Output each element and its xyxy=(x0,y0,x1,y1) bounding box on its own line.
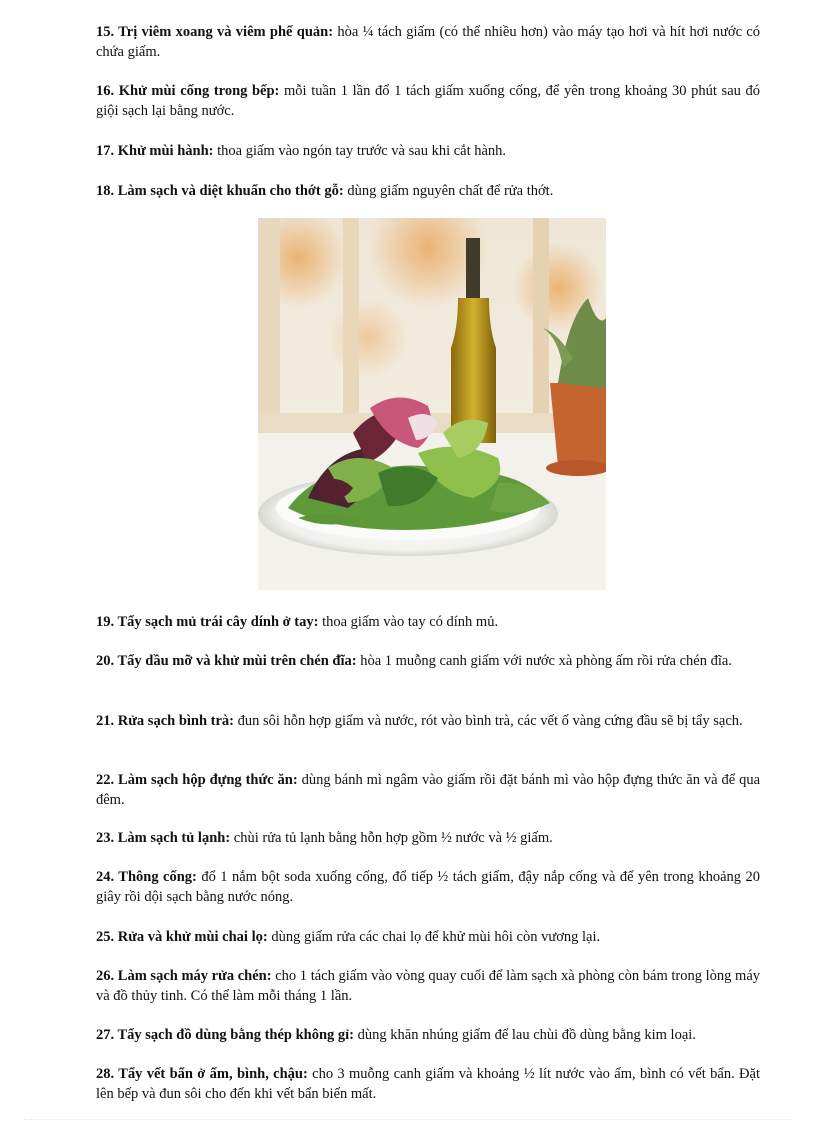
item-text: cho 1 tách giấm vào vòng quay cuối để làm sạch xà phòng còn bám trong lòng máy và đồ thủy tinh. Có thể làm mỗi tháng 1 lần. xyxy=(96,968,761,1004)
list-item xyxy=(96,141,760,161)
list-item xyxy=(96,181,760,201)
list-item xyxy=(96,1064,760,1104)
list-item xyxy=(96,22,760,62)
item-heading: 19. Tẩy sạch mủ trái cây dính ở tay: xyxy=(96,614,319,630)
item-text: dùng khăn nhúng giấm để lau chùi đồ dùng bằng kim loại. xyxy=(354,1027,696,1043)
item-text: hòa 1 muỗng canh giấm với nước xà phòng ấm rồi rửa chén đĩa. xyxy=(356,653,732,669)
item-text: thoa giấm vào ngón tay trước và sau khi cắt hành. xyxy=(213,143,507,159)
item-heading: 20. Tẩy dầu mỡ và khử mùi trên chén đĩa: xyxy=(96,653,357,669)
item-text: cho 3 muỗng canh giấm và khoảng ½ lít nước vào ấm, bình có vết bẩn. Đặt lên bếp và đun sôi cho đến khi vết bẩn biến mất. xyxy=(96,1066,760,1102)
item-text: chùi rửa tủ lạnh bằng hỗn hợp gồm ½ nước và ½ giấm. xyxy=(230,830,553,846)
list-item xyxy=(96,966,760,1006)
item-text: dùng giấm rửa các chai lọ để khử mùi hôi còn vương lại. xyxy=(267,929,601,945)
item-text: thoa giấm vào tay có dính mủ. xyxy=(318,614,499,630)
item-text: dùng bánh mì ngâm vào giấm rồi đặt bánh mì vào hộp đựng thức ăn và để qua đêm. xyxy=(96,772,761,808)
list-item xyxy=(96,770,760,810)
item-heading: 16. Khử mùi cống trong bếp: xyxy=(96,83,280,99)
item-heading: 27. Tẩy sạch đồ dùng bằng thép không gỉ: xyxy=(96,1027,355,1043)
list-item xyxy=(96,828,760,848)
list-item xyxy=(96,81,760,121)
salad-photo xyxy=(258,218,606,590)
list-item xyxy=(96,651,760,671)
item-heading: 21. Rửa sạch bình trà: xyxy=(96,713,235,729)
item-heading: 26. Làm sạch máy rửa chén: xyxy=(96,968,272,984)
item-heading: 24. Thông cống: xyxy=(96,869,197,885)
list-item xyxy=(96,612,760,632)
item-heading: 17. Khử mùi hành: xyxy=(96,143,214,159)
item-heading: 28. Tẩy vết bẩn ở ấm, bình, chậu: xyxy=(96,1066,308,1082)
item-heading: 25. Rửa và khử mùi chai lọ: xyxy=(96,929,268,945)
page-bottom-divider xyxy=(24,1119,792,1120)
salad-photo-icon xyxy=(258,218,606,590)
list-item xyxy=(96,867,760,907)
item-text: đổ 1 nắm bột soda xuống cống, đổ tiếp ½ tách giấm, đậy nắp cống và để yên trong khoảng 20 giây rồi dội sạch bằng nước nóng. xyxy=(96,869,760,905)
list-item xyxy=(96,711,760,731)
item-text: hòa ¼ tách giấm (có thể nhiều hơn) vào máy tạo hơi và hít hơi nước có chứa giấm. xyxy=(96,24,760,60)
item-heading: 15. Trị viêm xoang và viêm phế quản: xyxy=(96,24,334,40)
item-text: mỗi tuần 1 lần đổ 1 tách giấm xuống cống, để yên trong khoảng 30 phút sau đó giội sạch lại bằng nước. xyxy=(96,83,760,119)
item-text: dùng giấm nguyên chất để rửa thớt. xyxy=(343,183,554,199)
item-heading: 22. Làm sạch hộp đựng thức ăn: xyxy=(96,772,298,788)
list-item xyxy=(96,927,760,947)
item-text: đun sôi hỗn hợp giấm và nước, rót vào bình trà, các vết ố vàng cứng đầu sẽ bị tẩy sạch. xyxy=(234,713,743,729)
item-heading: 18. Làm sạch và diệt khuẩn cho thớt gỗ: xyxy=(96,183,344,199)
list-item xyxy=(96,1025,760,1045)
item-heading: 23. Làm sạch tủ lạnh: xyxy=(96,830,231,846)
